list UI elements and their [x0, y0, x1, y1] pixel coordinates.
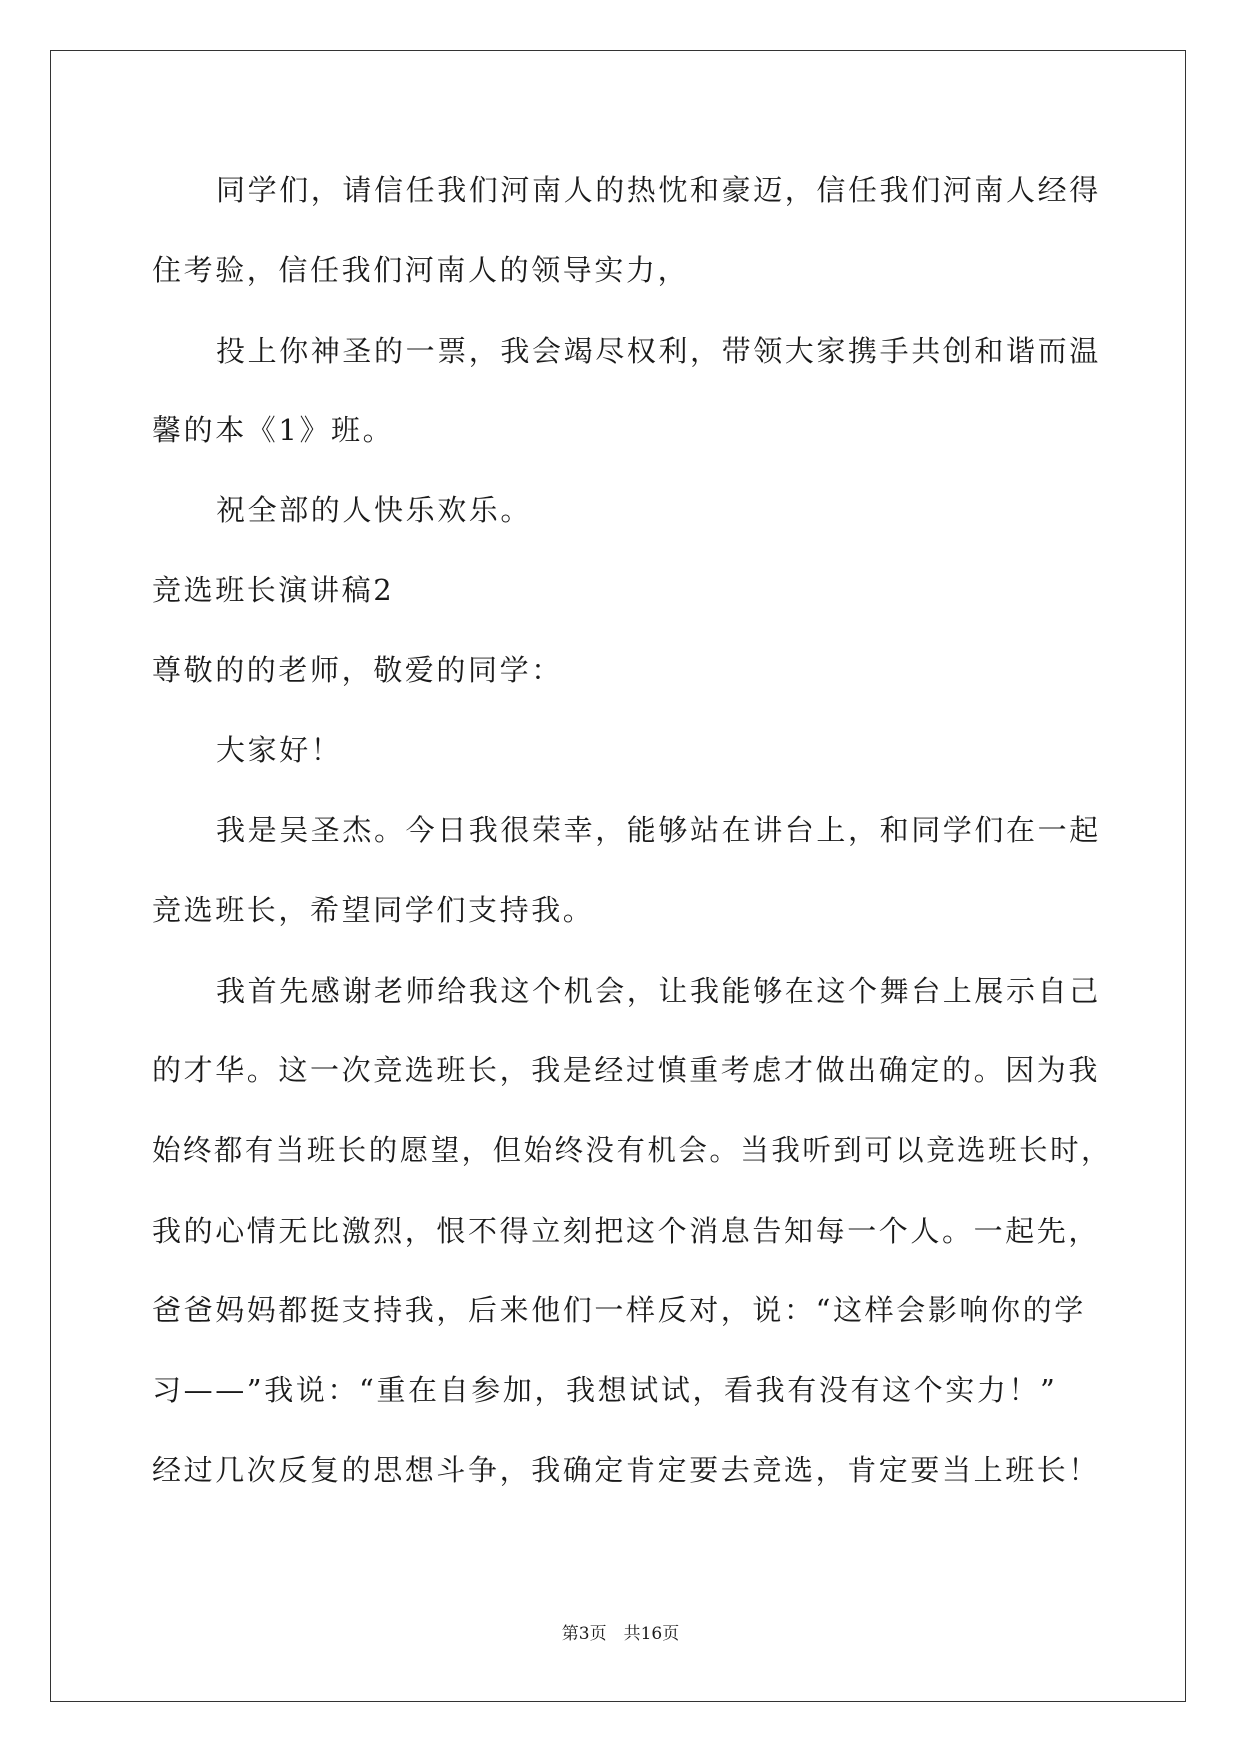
paragraph-line: 馨的本《1》班。: [152, 413, 395, 447]
paragraph-line: 同学们，请信任我们河南人的热忱和豪迈，信任我们河南人经得: [216, 173, 1101, 207]
paragraph-line: 我的心情无比激烈，恨不得立刻把这个消息告知每一个人。一起先，: [152, 1214, 1101, 1248]
paragraph-line: 的才华。这一次竞选班长，我是经过慎重考虑才做出确定的。因为我: [152, 1053, 1101, 1087]
paragraph-line: 我是吴圣杰。今日我很荣幸，能够站在讲台上，和同学们在一起: [216, 813, 1101, 847]
page-number: 第3页 共16页: [561, 1624, 680, 1644]
paragraph-line: 始终都有当班长的愿望，但始终没有机会。当我听到可以竞选班长时，: [152, 1133, 1113, 1167]
paragraph-line: 习——”我说：“重在自参加，我想试试，看我有没有这个实力！”: [152, 1373, 1058, 1407]
paragraph-line: 爸爸妈妈都挺支持我，后来他们一样反对，说：“这样会影响你的学: [152, 1293, 1086, 1327]
paragraph-line: 投上你神圣的一票，我会竭尽权利，带领大家携手共创和谐而温: [216, 334, 1101, 368]
greeting: 大家好！: [216, 733, 343, 767]
paragraph-line: 住考验，信任我们河南人的领导实力，: [152, 253, 690, 287]
paragraph-line: 经过几次反复的思想斗争，我确定肯定要去竞选，肯定要当上班长！: [152, 1453, 1101, 1487]
salutation: 尊敬的的老师，敬爱的同学：: [152, 653, 563, 687]
paragraph-line: 祝全部的人快乐欢乐。: [216, 493, 533, 527]
paragraph-line: 竞选班长，希望同学们支持我。: [152, 893, 595, 927]
paragraph-line: 我首先感谢老师给我这个机会，让我能够在这个舞台上展示自己: [216, 974, 1101, 1008]
section-title: 竞选班长演讲稿2: [152, 573, 395, 607]
